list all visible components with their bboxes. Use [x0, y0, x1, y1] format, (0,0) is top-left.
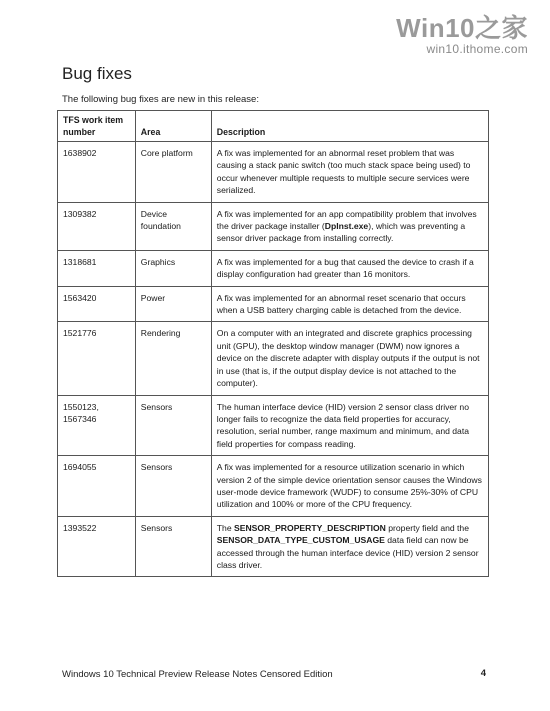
- header-id: TFS work item number: [58, 111, 136, 142]
- row-description: A fix was implemented for a resource utilization scenario in which version 2 of the simple device orientation sensor causes the Windows user-mode device framework (WUDF) to consume 25%-30% of CPU utilization and 100% or more of the CPU frequency.: [211, 456, 488, 517]
- row-description: The human interface device (HID) version 2 sensor class driver no longer fails to recognize the data field properties for accuracy, resolution, serial number, range maximum and minimum, and data field properties for compass reading.: [211, 395, 488, 456]
- row-id: 1550123, 1567346: [58, 395, 136, 456]
- header-description: Description: [211, 111, 488, 142]
- row-description: A fix was implemented for a bug that caused the device to crash if a display configuration had greater than 16 monitors.: [211, 250, 488, 286]
- watermark: [396, 14, 528, 56]
- row-id: 1521776: [58, 322, 136, 395]
- bug-fixes-table: [57, 110, 489, 577]
- table-row: [58, 395, 489, 456]
- watermark-logo: Win10之家: [396, 13, 528, 43]
- header-area: Area: [135, 111, 211, 142]
- page-number: 4: [480, 668, 486, 679]
- table-row: [58, 142, 489, 203]
- row-description: A fix was implemented for an abnormal reset problem that was causing a stack panic switch (too much stack space being used) to occur whenever multiple requests to multiple secure services were serialized.: [211, 142, 488, 203]
- row-id: 1694055: [58, 456, 136, 517]
- intro-text: The following bug fixes are new in this release:: [62, 94, 259, 105]
- row-area: Rendering: [135, 322, 211, 395]
- row-id: 1309382: [58, 202, 136, 250]
- table-row: [58, 516, 489, 577]
- table-row: [58, 286, 489, 322]
- row-area: Device foundation: [135, 202, 211, 250]
- watermark-url: win10.ithome.com: [426, 42, 528, 56]
- row-area: Core platform: [135, 142, 211, 203]
- footer-title: Windows 10 Technical Preview Release Notes Censored Edition: [62, 669, 333, 680]
- row-description: A fix was implemented for an abnormal reset scenario that occurs when a USB battery charging cable is detached from the device.: [211, 286, 488, 322]
- row-description: On a computer with an integrated and discrete graphics processing unit (GPU), the desktop window manager (DWM) now ignores a device on the discrete adapter with display outputs if the output is not in use (that is, if the output display device is not attached to the computer).: [211, 322, 488, 395]
- section-heading: Bug fixes: [62, 64, 132, 83]
- row-area: Sensors: [135, 516, 211, 577]
- table-header-row: [58, 111, 489, 142]
- row-area: Sensors: [135, 456, 211, 517]
- row-id: 1638902: [58, 142, 136, 203]
- row-area: Sensors: [135, 395, 211, 456]
- row-id: 1563420: [58, 286, 136, 322]
- table-row: [58, 250, 489, 286]
- table-row: [58, 456, 489, 517]
- table-row: [58, 202, 489, 250]
- table-row: [58, 322, 489, 395]
- row-area: Power: [135, 286, 211, 322]
- row-area: Graphics: [135, 250, 211, 286]
- row-id: 1393522: [58, 516, 136, 577]
- row-description: The SENSOR_PROPERTY_DESCRIPTION property field and the SENSOR_DATA_TYPE_CUSTOM_USAGE data field can now be accessed through the human interface device (HID) version 2 sensor class driver.: [211, 516, 488, 577]
- row-id: 1318681: [58, 250, 136, 286]
- row-description: A fix was implemented for an app compatibility problem that involves the driver package installer (DpInst.exe), which was preventing a sensor driver package from installing correctly.: [211, 202, 488, 250]
